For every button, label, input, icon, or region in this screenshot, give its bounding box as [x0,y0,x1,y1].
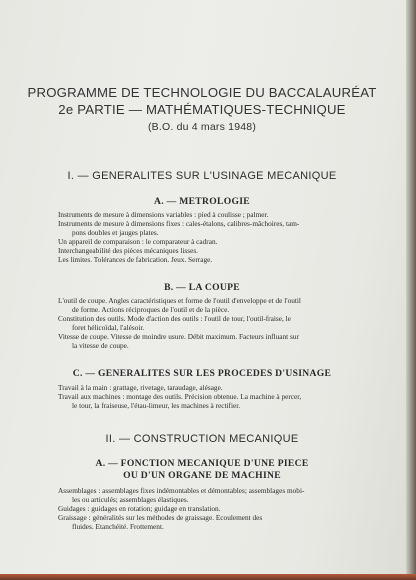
text-line: les ou articulés; assemblages élastiques. [72,494,189,504]
text-line: Constitution des outils. Mode d'action des outils : l'outil de tour, l'outil-fraise, le [58,313,291,323]
text-line: Instruments de mesure à dimensions fixes : cales-étalons, calibres-mâchoires, tam- [58,218,300,228]
book-cover-edge [0,574,416,580]
section-2-subsection-a-title-1: A. — FONCTION MECANIQUE D'UNE PIECE [95,458,309,469]
text-line: Graissage : généralités sur les méthodes de graissage. Ecoulement des [58,512,263,522]
text-line: Instruments de mesure à dimensions variables : pied à coulisse ; palmer. [58,210,269,219]
text-line: Assemblages : assemblages fixes indémontables et démontables; assemblages mobi- [58,486,305,495]
section-1-subsection-b-title: B. — LA COUPE [164,282,240,293]
text-line: Vitesse de coupe. Vitesse de moindre usure. Débit maximum. Facteurs influant sur [58,331,299,341]
text-line: L'outil de coupe. Angles caractéristiques et forme de l'outil d'enveloppe et de l'outil [58,296,301,305]
header-title-line-1: PROGRAMME DE TECHNOLOGIE DU BACCALAURÉAT [27,85,377,100]
section-2-subsection-a-text [58,487,398,532]
document-header [0,84,404,135]
section-1-subsection-a-text [58,211,398,264]
text-line: de forme. Actions réciproques de l'outil et de la pièce. [72,304,230,314]
section-1-subsection-c-title: C. — GENERALITES SUR LES PROCEDES D'USINAGE [72,368,332,379]
section-1-subsection-a-title: A. — METROLOGIE [154,196,250,207]
section-1-subsection-b-text [58,297,398,350]
text-line: Travail aux machines : montage des outils. Précision obtenue. La machine à percer, [58,391,302,401]
text-line: Interchangeabilité des pièces mécaniques lisses. [58,245,199,255]
text-line: Travail à la main : grattage, rivetage, taraudage, alésage. [58,383,223,392]
section-2-subsection-a-title-2: OU D'UN ORGANE DE MACHINE [123,470,281,481]
text-line: Un appareil de comparaison : le comparateur à cadran. [58,236,218,246]
section-1-title: I. — GENERALITES SUR L'USINAGE MECANIQUE [67,170,337,182]
header-date: (B.O. du 4 mars 1948) [147,121,257,133]
text-line: foret hélicoïdal, l'alésoir. [72,322,145,332]
section-1-subsection-c-text [58,384,398,411]
book-spine-shadow [406,0,416,580]
text-line: pons doubles et jauges plates. [72,227,159,237]
section-2-title: II. — CONSTRUCTION MECANIQUE [105,433,299,445]
header-title-line-2: 2e PARTIE — MATHÉMATIQUES-TECHNIQUE [58,102,346,117]
text-line: le tour, la fraiseuse, l'étau-limeur, les machines à rectifier. [72,400,241,410]
text-line: la vitesse de coupe. [72,340,129,350]
text-line: Les limites. Tolérances de fabrication. Jeux. Serrage. [58,254,213,264]
text-line: fluides. Etanchéité. Frottement. [72,521,164,531]
text-line: Guidages : guidages en rotation; guidage en translation. [58,503,221,513]
